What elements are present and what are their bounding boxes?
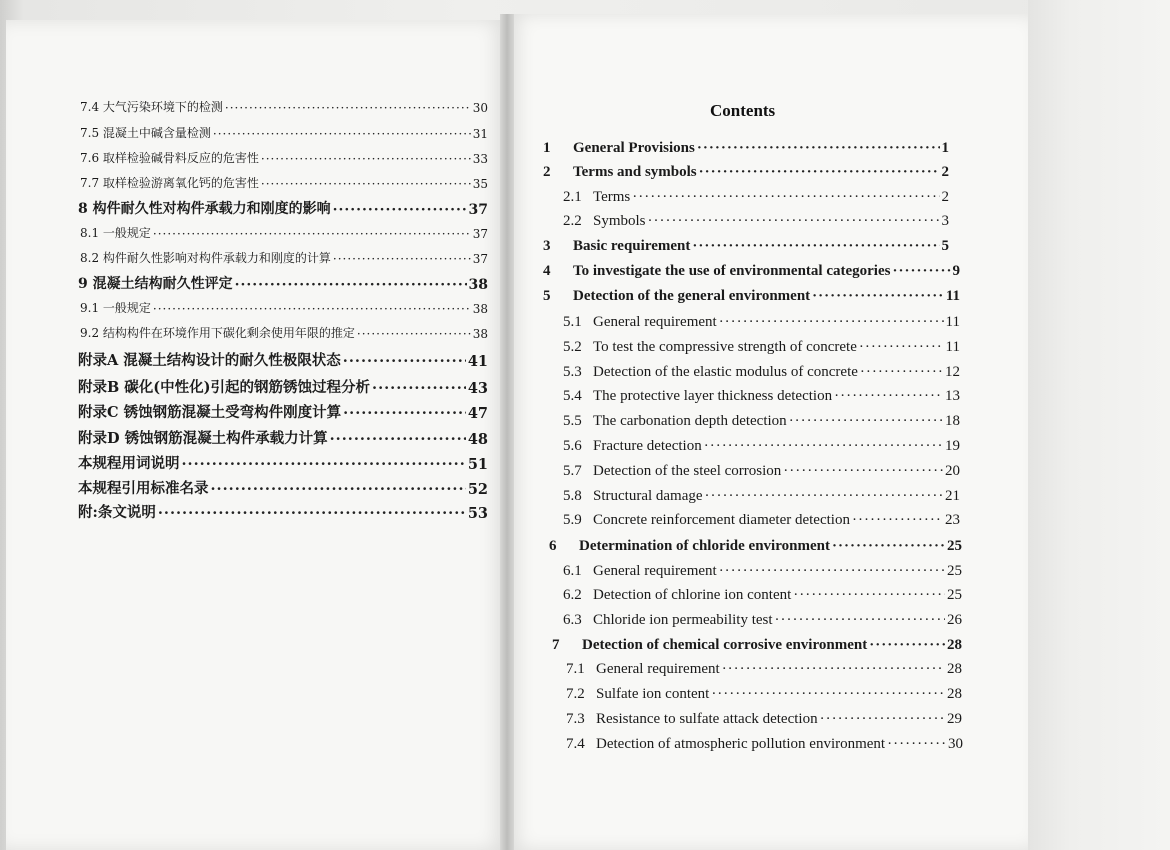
dot-leader: [153, 302, 471, 316]
toc-entry-page: 25: [947, 538, 962, 554]
scan-margin: [1028, 0, 1170, 850]
toc-entry: [543, 164, 949, 181]
toc-entry-page: 41: [467, 353, 488, 370]
toc-entry-page: 29: [947, 711, 962, 727]
toc-entry-number: 5.2: [563, 339, 582, 355]
toc-entry-page: 51: [467, 456, 488, 473]
toc-entry-number: 6.2: [563, 587, 582, 603]
toc-entry-label: 9 混凝土结构耐久性评定: [78, 276, 233, 292]
toc-entry-number: 3: [543, 238, 551, 254]
dot-leader: [834, 388, 943, 405]
dot-leader: [225, 101, 471, 115]
dot-leader: [333, 202, 467, 218]
toc-entry: [78, 349, 488, 370]
toc-entry-label: Determination of chloride environment: [579, 538, 830, 554]
toc-entry-number: 6: [549, 538, 557, 554]
toc-entry-number: 7.2: [566, 686, 585, 702]
toc-entry: [80, 149, 488, 166]
toc-entry: [563, 512, 960, 529]
toc-entry-label: 附录A 混凝土结构设计的耐久性极限状态: [78, 352, 341, 369]
toc-entry-number: 5.7: [563, 463, 582, 479]
dot-leader: [793, 587, 945, 604]
toc-entry-number: 7.1: [566, 661, 585, 677]
toc-entry: [78, 376, 488, 397]
toc-entry-label: General Provisions: [573, 140, 695, 156]
toc-entry: [78, 427, 488, 448]
toc-entry-label: Terms and symbols: [573, 164, 697, 180]
toc-entry: [80, 124, 488, 141]
dot-leader: [697, 140, 940, 157]
dot-leader: [648, 213, 940, 230]
toc-entry-page: 35: [472, 177, 488, 191]
toc-entry: [80, 224, 488, 241]
toc-entry-label: Resistance to sulfate attack detection: [596, 711, 818, 727]
toc-entry-page: 13: [945, 388, 960, 404]
toc-entry: [563, 563, 962, 580]
toc-entry-page: 3: [941, 213, 949, 229]
toc-entry-page: 28: [947, 686, 962, 702]
toc-entry: [549, 538, 962, 555]
toc-entry: [563, 388, 960, 405]
toc-entry-page: 37: [472, 252, 488, 266]
toc-entry-page: 33: [472, 152, 488, 166]
toc-entry-page: 1: [941, 140, 949, 156]
toc-entry-number: 4: [543, 263, 551, 279]
toc-entry-label: 7.7 取样检验游离氧化钙的危害性: [80, 176, 259, 190]
toc-entry-number: 5.1: [563, 314, 582, 330]
toc-entry-page: 21: [945, 488, 960, 504]
dot-leader: [357, 327, 471, 341]
dot-leader: [704, 438, 943, 455]
toc-entry-label: Detection of chemical corrosive environment: [582, 637, 868, 653]
toc-entry-page: 37: [468, 202, 488, 218]
toc-entry: [78, 401, 488, 422]
toc-entry-label: 本规程用词说明: [78, 455, 180, 472]
dot-leader: [859, 339, 944, 356]
toc-entry: [80, 174, 488, 191]
dot-leader: [182, 456, 466, 473]
toc-entry-label: Sulfate ion content: [596, 686, 710, 702]
toc-entry: [563, 339, 960, 356]
toc-entry-page: 30: [472, 101, 488, 115]
toc-entry-number: 5: [543, 288, 551, 304]
toc-entry: [566, 736, 963, 753]
toc-entry-page: 52: [467, 481, 488, 498]
toc-entry-number: 6.1: [563, 563, 582, 579]
dot-leader: [158, 505, 466, 522]
toc-entry-page: 23: [945, 512, 960, 528]
dot-leader: [330, 431, 466, 448]
toc-entry-page: 28: [947, 661, 962, 677]
dot-leader: [719, 563, 945, 580]
dot-leader: [333, 252, 471, 266]
toc-entry-number: 7: [552, 637, 560, 653]
dot-leader: [820, 711, 945, 728]
toc-entry-label: The protective layer thickness detection: [593, 388, 833, 404]
toc-entry: [78, 273, 488, 293]
toc-entry: [543, 288, 960, 305]
toc-entry-page: 5: [941, 238, 949, 254]
dot-leader: [372, 380, 466, 397]
toc-entry-number: 2: [543, 164, 551, 180]
toc-entry-label: Detection of the elastic modulus of concrete: [593, 364, 858, 380]
toc-entry-page: 38: [468, 277, 488, 293]
toc-entry-number: 7.3: [566, 711, 585, 727]
dot-leader: [860, 364, 943, 381]
toc-entry: [563, 488, 960, 505]
dot-leader: [343, 405, 466, 422]
toc-entry-page: 47: [467, 405, 488, 422]
toc-entry: [563, 213, 949, 230]
toc-entry-label: 附录C 锈蚀钢筋混凝土受弯构件刚度计算: [78, 404, 342, 421]
toc-entry-label: The carbonation depth detection: [593, 413, 787, 429]
dot-leader: [261, 152, 471, 166]
toc-entry-label: 7.6 取样检验碱骨料反应的危害性: [80, 151, 259, 165]
dot-leader: [235, 277, 467, 293]
toc-entry-label: 附录D 锈蚀钢筋混凝土构件承载力计算: [78, 430, 328, 447]
dot-leader: [213, 127, 471, 141]
toc-entry-label: 8.2 构件耐久性影响对构件承载力和刚度的计算: [80, 251, 331, 265]
toc-entry-page: 37: [472, 227, 488, 241]
toc-entry: [543, 238, 949, 255]
toc-entry-number: 2.1: [563, 189, 582, 205]
toc-entry-label: Structural damage: [593, 488, 703, 504]
toc-entry-page: 18: [945, 413, 960, 429]
toc-entry: [563, 364, 960, 381]
toc-entry-number: 5.9: [563, 512, 582, 528]
dot-leader: [832, 538, 945, 555]
dot-leader: [699, 164, 940, 181]
toc-entry: [563, 612, 962, 629]
dot-leader: [153, 227, 471, 241]
toc-entry-label: 8.1 一般规定: [80, 226, 151, 240]
dot-leader: [705, 488, 943, 505]
toc-entry-label: Detection of chlorine ion content: [593, 587, 792, 603]
toc-entry-page: 9: [952, 263, 960, 279]
dot-leader: [812, 288, 944, 305]
dot-leader: [869, 637, 945, 654]
toc-entry-number: 7.4: [566, 736, 585, 752]
toc-entry-label: Detection of the steel corrosion: [593, 463, 782, 479]
toc-entry: [80, 324, 488, 341]
toc-entry-page: 48: [467, 431, 488, 448]
toc-entry-label: To investigate the use of environmental categories: [573, 263, 891, 279]
toc-entry-number: 2.2: [563, 213, 582, 229]
dot-leader: [789, 413, 943, 430]
toc-entry-page: 2: [941, 164, 949, 180]
toc-entry-label: Concrete reinforcement diameter detection: [593, 512, 850, 528]
toc-entry-label: 8 构件耐久性对构件承载力和刚度的影响: [78, 201, 331, 217]
toc-entry-label: To test the compressive strength of concrete: [593, 339, 857, 355]
dot-leader: [632, 189, 939, 206]
toc-entry-label: General requirement: [593, 563, 717, 579]
toc-entry-page: 2: [941, 189, 949, 205]
toc-entry-label: 7.5 混凝土中碱含量检测: [80, 126, 211, 140]
toc-entry: [80, 98, 488, 115]
toc-entry-label: Terms: [593, 189, 631, 205]
toc-entry-number: 1: [543, 140, 551, 156]
toc-entry: [566, 686, 962, 703]
toc-entry-page: 28: [947, 637, 962, 653]
toc-entry-label: Symbols: [593, 213, 646, 229]
toc-entry: [563, 463, 960, 480]
toc-entry-number: 5.5: [563, 413, 582, 429]
toc-entry-page: 25: [947, 563, 962, 579]
book-gutter: [500, 14, 514, 850]
toc-entry: [78, 477, 488, 498]
dot-leader: [775, 612, 945, 629]
toc-entry-page: 11: [945, 288, 960, 304]
toc-entry: [78, 501, 488, 522]
toc-entry-label: General requirement: [596, 661, 720, 677]
toc-entry-page: 26: [947, 612, 962, 628]
toc-entry: [563, 438, 960, 455]
toc-entry: [566, 661, 962, 678]
toc-entry-page: 31: [472, 127, 488, 141]
toc-entry: [563, 314, 960, 331]
toc-entry: [566, 711, 962, 728]
dot-leader: [892, 263, 950, 280]
toc-entry: [563, 189, 949, 206]
toc-entry: [80, 249, 488, 266]
toc-entry-label: 9.2 结构构件在环境作用下碳化剩余使用年限的推定: [80, 326, 355, 340]
dot-leader: [887, 736, 946, 753]
toc-entry-label: 附录B 碳化(中性化)引起的钢筋锈蚀过程分析: [78, 379, 371, 396]
toc-entry-page: 11: [945, 314, 960, 330]
toc-entry: [80, 299, 488, 316]
dot-leader: [719, 314, 944, 331]
toc-entry-number: 6.3: [563, 612, 582, 628]
toc-entry-page: 38: [472, 327, 488, 341]
toc-entry: [78, 198, 488, 218]
dot-leader: [343, 353, 466, 370]
toc-entry: [543, 263, 960, 280]
toc-entry-page: 11: [945, 339, 960, 355]
toc-entry: [563, 413, 960, 430]
toc-entry-label: Fracture detection: [593, 438, 702, 454]
toc-entry-page: 38: [472, 302, 488, 316]
toc-entry: [563, 587, 962, 604]
dot-leader: [783, 463, 943, 480]
toc-entry-label: General requirement: [593, 314, 717, 330]
toc-entry: [552, 637, 962, 654]
toc-entry-label: Detection of the general environment: [573, 288, 811, 304]
toc-entry-label: 本规程引用标准名录: [78, 480, 209, 497]
toc-entry-label: Chloride ion permeability test: [593, 612, 773, 628]
toc-entry-number: 5.3: [563, 364, 582, 380]
dot-leader: [722, 661, 945, 678]
toc-entry-label: Basic requirement: [573, 238, 691, 254]
toc-entry-number: 5.6: [563, 438, 582, 454]
contents-title: Contents: [710, 101, 776, 120]
toc-entry-label: 7.4 大气污染环境下的检测: [80, 100, 223, 114]
dot-leader: [692, 238, 939, 255]
toc-entry-number: 5.8: [563, 488, 582, 504]
toc-entry-label: Detection of atmospheric pollution environment: [596, 736, 886, 752]
toc-entry-label: 附:条文说明: [78, 504, 156, 521]
toc-entry-page: 20: [945, 463, 960, 479]
dot-leader: [852, 512, 943, 529]
toc-entry-page: 25: [947, 587, 962, 603]
dot-leader: [261, 177, 471, 191]
toc-entry: [543, 140, 949, 157]
dot-leader: [711, 686, 945, 703]
toc-entry-number: 5.4: [563, 388, 582, 404]
toc-entry-page: 43: [467, 380, 488, 397]
toc-entry-page: 30: [948, 736, 963, 752]
toc-entry-page: 12: [945, 364, 960, 380]
dot-leader: [211, 481, 466, 498]
toc-entry-label: 9.1 一般规定: [80, 301, 151, 315]
toc-entry: [78, 452, 488, 473]
toc-entry-page: 53: [467, 505, 488, 522]
toc-entry-page: 19: [945, 438, 960, 454]
